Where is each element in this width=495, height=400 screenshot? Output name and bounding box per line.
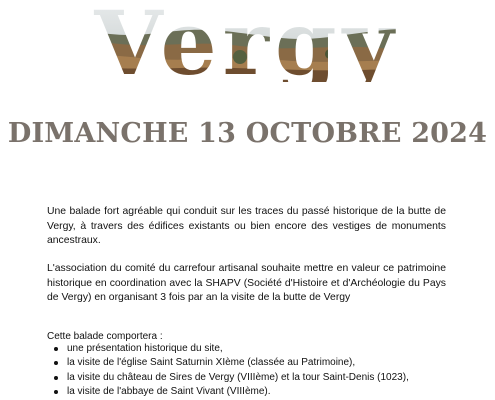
- list-item: la visite de l'église Saint Saturnin XIème (classée au Patrimoine),: [47, 356, 409, 370]
- event-date: DIMANCHE 13 OCTOBRE 2024: [7, 118, 488, 149]
- bullet-icon: [54, 376, 58, 380]
- bullet-icon: [54, 361, 58, 365]
- vergy-photo-title: [0, 0, 495, 82]
- title-banner: [0, 0, 495, 82]
- program-list: [47, 342, 409, 399]
- bullet-icon: [54, 347, 58, 351]
- list-intro: Cette balade comportera :: [47, 331, 163, 342]
- paragraph-intro: Une balade fort agréable qui conduit sur les traces du passé historique de la butte de Vergy, à travers des édifices existants ou bien encore des vestiges de monuments ancestraux.: [47, 206, 446, 247]
- paragraph-association: L'association du comité du carrefour artisanal souhaite mettre en valeur ce patrimoine historique en coordination avec la SHAPV (Société d'Histoire et d'Archéologie du Pays de Vergy) en organisant 3 fois par an la visite de la butte de Vergy: [47, 263, 446, 304]
- list-item: la visite de l'abbaye de Saint Vivant (VIIIème).: [47, 385, 409, 399]
- bullet-icon: [54, 390, 58, 394]
- list-item: la visite du château de Sires de Vergy (VIIIème) et la tour Saint-Denis (1023),: [47, 371, 409, 385]
- list-item: une présentation historique du site,: [47, 342, 409, 356]
